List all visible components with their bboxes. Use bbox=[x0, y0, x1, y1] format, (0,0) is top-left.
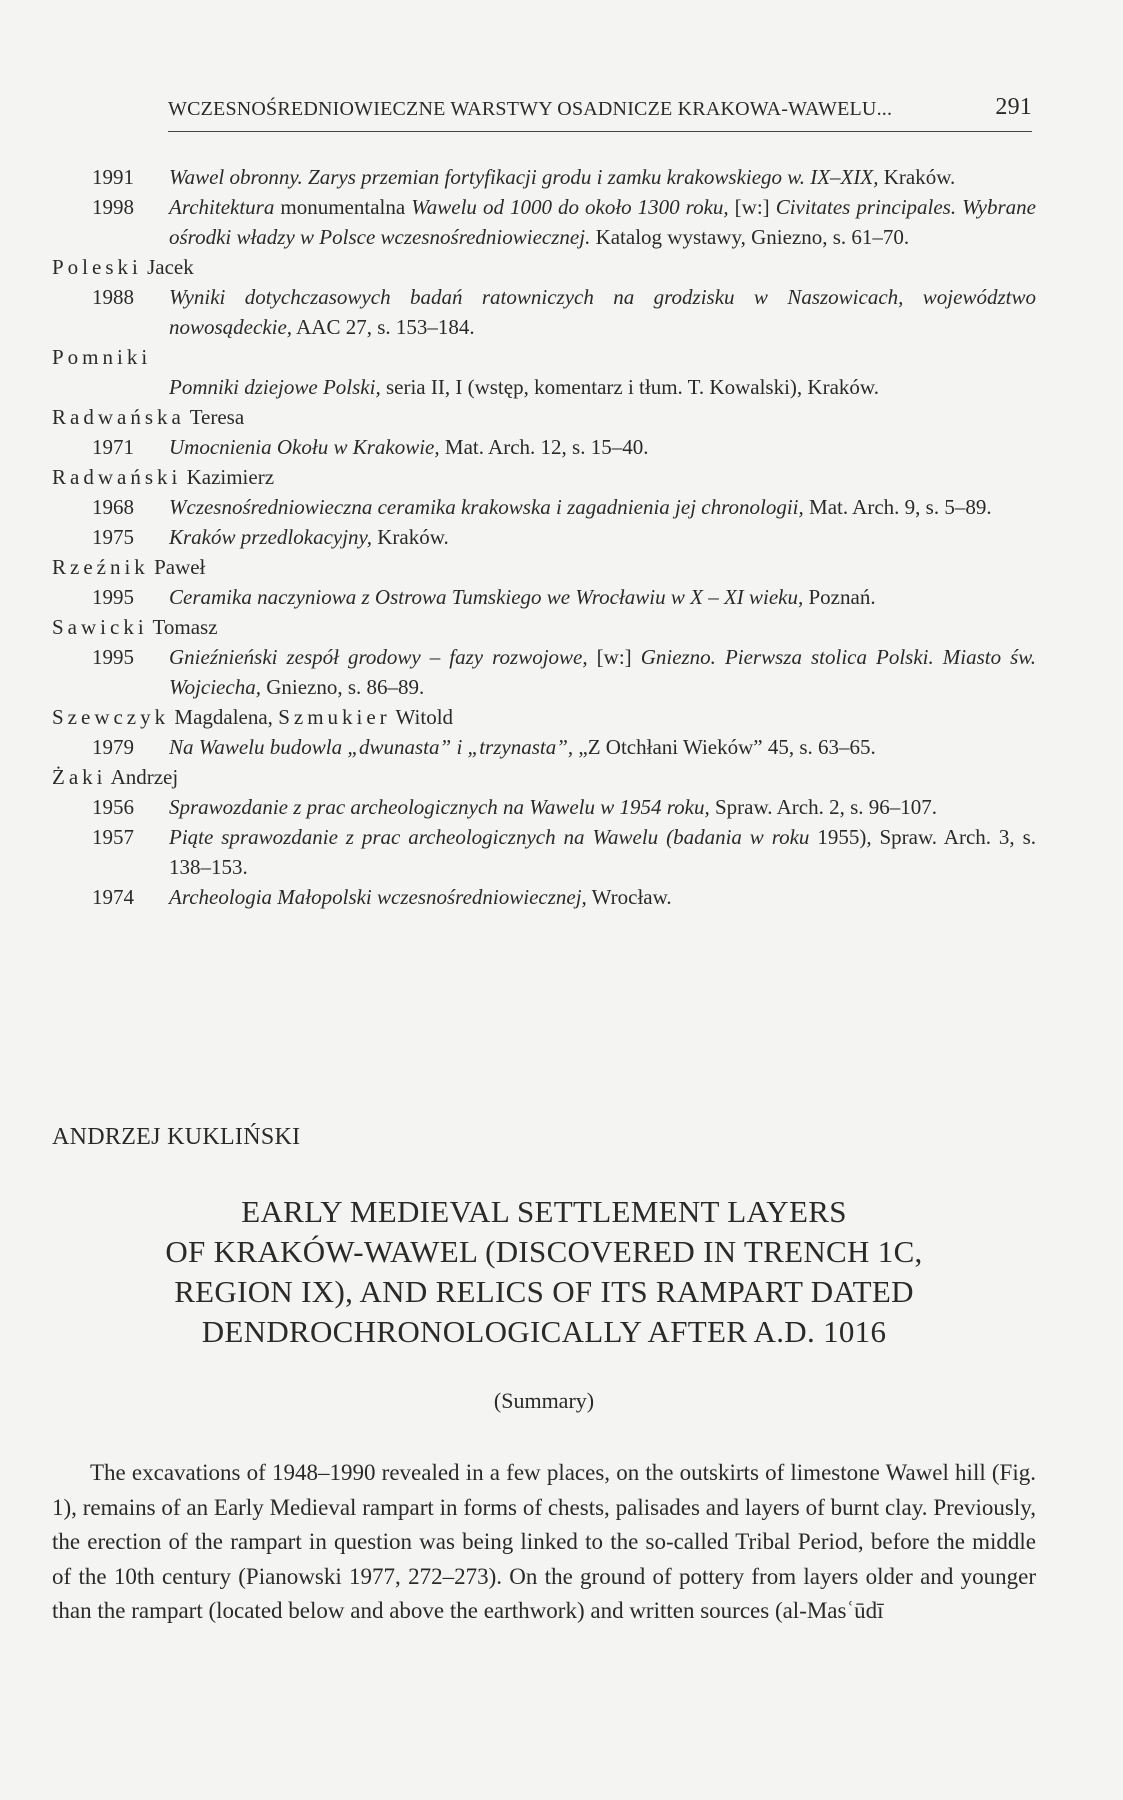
bib-entry bbox=[52, 192, 1036, 252]
entry-title: Wawel obronny. Zarys przemian fortyfikacji grodu i zamku krakowskiego w. IX–XIX, bbox=[169, 165, 879, 189]
entry-details: Kraków. bbox=[878, 165, 956, 189]
entry-details: Katalog wystawy, Gniezno, s. 61–70. bbox=[590, 225, 910, 249]
entry-details: AAC 27, s. 153–184. bbox=[292, 315, 475, 339]
author-first-name: Kazimierz bbox=[186, 465, 275, 489]
bib-author bbox=[52, 342, 1036, 372]
bib-author bbox=[52, 252, 1036, 282]
entry-year: 1995 bbox=[92, 585, 134, 609]
entry-title: Sprawozdanie z prac archeologicznych na Wawelu w 1954 roku, bbox=[169, 795, 710, 819]
author-surname: Żaki bbox=[52, 765, 107, 789]
author-first-name: Witold bbox=[395, 705, 454, 729]
entry-details: Mat. Arch. 12, s. 15–40. bbox=[439, 435, 649, 459]
bib-entry bbox=[52, 822, 1036, 882]
entry-year: 1988 bbox=[92, 285, 134, 309]
entry-details: „Z Otchłani Wieków” 45, s. 63–65. bbox=[573, 735, 876, 759]
author-surname: Szewczyk bbox=[52, 705, 170, 729]
entry-details: Spraw. Arch. 2, s. 96–107. bbox=[709, 795, 938, 819]
entry-year: 1998 bbox=[92, 195, 134, 219]
bib-entry bbox=[52, 582, 1036, 612]
bibliography bbox=[52, 162, 1036, 912]
bib-author bbox=[52, 552, 1036, 582]
title-line: OF KRAKÓW-WAWEL (DISCOVERED IN TRENCH 1C, bbox=[165, 1234, 923, 1269]
entry-details: Poznań. bbox=[803, 585, 876, 609]
bib-entry bbox=[52, 792, 1036, 822]
title-line: DENDROCHRONOLOGICALLY AFTER A.D. 1016 bbox=[201, 1314, 887, 1349]
bib-entry bbox=[52, 372, 1036, 402]
running-title: WCZESNOŚREDNIOWIECZNE WARSTWY OSADNICZE KRAKOWA-WAWELU... bbox=[168, 98, 893, 120]
entry-year: 1971 bbox=[92, 435, 134, 459]
author-surname: Poleski bbox=[52, 255, 142, 279]
summary-label: (Summary) bbox=[493, 1388, 595, 1413]
author-first-name: Magdalena, bbox=[174, 705, 273, 729]
entry-title: Umocnienia Okołu w Krakowie, bbox=[169, 435, 440, 459]
entry-details: [w:] bbox=[728, 195, 776, 219]
bib-author bbox=[52, 612, 1036, 642]
author-surname: Szmukier bbox=[278, 705, 391, 729]
author-first-name: Teresa bbox=[189, 405, 245, 429]
bib-entry bbox=[52, 732, 1036, 762]
entry-title: Architektura bbox=[169, 195, 275, 219]
entry-title: Wawelu od 1000 do około 1300 roku, bbox=[411, 195, 729, 219]
entry-details: Mat. Arch. 9, s. 5–89. bbox=[803, 495, 992, 519]
author-surname: Radwańska bbox=[52, 405, 185, 429]
entry-details: monumentalna bbox=[274, 195, 412, 219]
body-paragraph: The excavations of 1948–1990 revealed in a few places, on the outskirts of limestone Wawel hill (Fig. 1), remains of an Early Medieval rampart in forms of chests, palisades and layers of burnt clay. Previously, the erection of the rampart in question was being linked to the so-called Tribal Period, before the middle of the 10th century (Pianowski 1977, 272–273). On the ground of pottery from layers older and younger than the rampart (located below and above the earthwork) and written sources (al-Masʿūdī bbox=[52, 1460, 1036, 1623]
entry-year: 1957 bbox=[92, 825, 134, 849]
author-first-name: Tomasz bbox=[152, 615, 218, 639]
bib-entry bbox=[52, 492, 1036, 522]
bib-author bbox=[52, 402, 1036, 432]
entry-title: Gnieźnieński zespół grodowy – fazy rozwojowe, bbox=[169, 645, 588, 669]
entry-title: Ceramika naczyniowa z Ostrowa Tumskiego we Wrocławiu w X – XI wieku, bbox=[169, 585, 804, 609]
entry-title: Archeologia Małopolski wczesnośredniowiecznej, bbox=[169, 885, 587, 909]
title-line: REGION IX), AND RELICS OF ITS RAMPART DATED bbox=[174, 1274, 914, 1309]
bib-entry bbox=[52, 642, 1036, 702]
bib-entry bbox=[52, 882, 1036, 912]
entry-details: Kraków. bbox=[371, 525, 449, 549]
bib-author bbox=[52, 762, 1036, 792]
entry-year: 1974 bbox=[92, 885, 134, 909]
entry-title: Piąte sprawozdanie z prac archeologicznych na Wawelu (badania w roku bbox=[169, 825, 810, 849]
entry-year: 1995 bbox=[92, 645, 134, 669]
bib-entry bbox=[52, 282, 1036, 342]
header-rule bbox=[168, 131, 1032, 132]
entry-title: Na Wawelu budowla „dwunasta” i „trzynasta”, bbox=[169, 735, 574, 759]
entry-year: 1975 bbox=[92, 525, 134, 549]
entry-title: Wczesnośredniowieczna ceramika krakowska i zagadnienia jej chronologii, bbox=[169, 495, 804, 519]
entry-details: [w:] bbox=[587, 645, 641, 669]
author-surname: Pomniki bbox=[52, 345, 152, 369]
author-first-name: Jacek bbox=[147, 255, 194, 279]
entry-year: 1956 bbox=[92, 795, 134, 819]
bib-entry bbox=[52, 432, 1036, 462]
entry-year: 1979 bbox=[92, 735, 134, 759]
bib-author bbox=[52, 462, 1036, 492]
author-surname: Radwański bbox=[52, 465, 182, 489]
entry-details: seria II, I (wstęp, komentarz i tłum. T. Kowalski), Kraków. bbox=[380, 375, 879, 399]
entry-title: Civitates principales. Wybrane ośrodki władzy w Polsce wczesnośredniowiecznej. bbox=[169, 195, 1036, 249]
author-surname: Sawicki bbox=[52, 615, 148, 639]
article-author: ANDRZEJ KUKLIŃSKI bbox=[52, 1124, 301, 1150]
entry-year: 1991 bbox=[92, 165, 134, 189]
author-first-name: Andrzej bbox=[110, 765, 179, 789]
entry-title: Gniezno. Pierwsza stolica Polski. Miasto św. Wojciecha, bbox=[169, 645, 1036, 699]
bib-entry bbox=[52, 162, 1036, 192]
entry-title: Wyniki dotychczasowych badań ratowniczych na grodzisku w Naszowicach, województwo nowosądeckie, bbox=[169, 285, 1036, 339]
entry-title: Kraków przedlokacyjny, bbox=[169, 525, 372, 549]
page-number: 291 bbox=[995, 94, 1032, 120]
author-surname: Rzeźnik bbox=[52, 555, 149, 579]
bib-entry bbox=[52, 522, 1036, 552]
entry-year: 1968 bbox=[92, 495, 134, 519]
author-first-name: Paweł bbox=[154, 555, 206, 579]
entry-details: Wrocław. bbox=[586, 885, 672, 909]
title-line: EARLY MEDIEVAL SETTLEMENT LAYERS bbox=[241, 1194, 847, 1229]
entry-title: Pomniki dziejowe Polski, bbox=[169, 375, 381, 399]
article-title bbox=[52, 1192, 1036, 1352]
entry-details: 1955), Spraw. Arch. 3, s. 138–153. bbox=[169, 825, 1036, 879]
bib-author bbox=[52, 702, 1036, 732]
entry-details: Gniezno, s. 86–89. bbox=[260, 675, 425, 699]
